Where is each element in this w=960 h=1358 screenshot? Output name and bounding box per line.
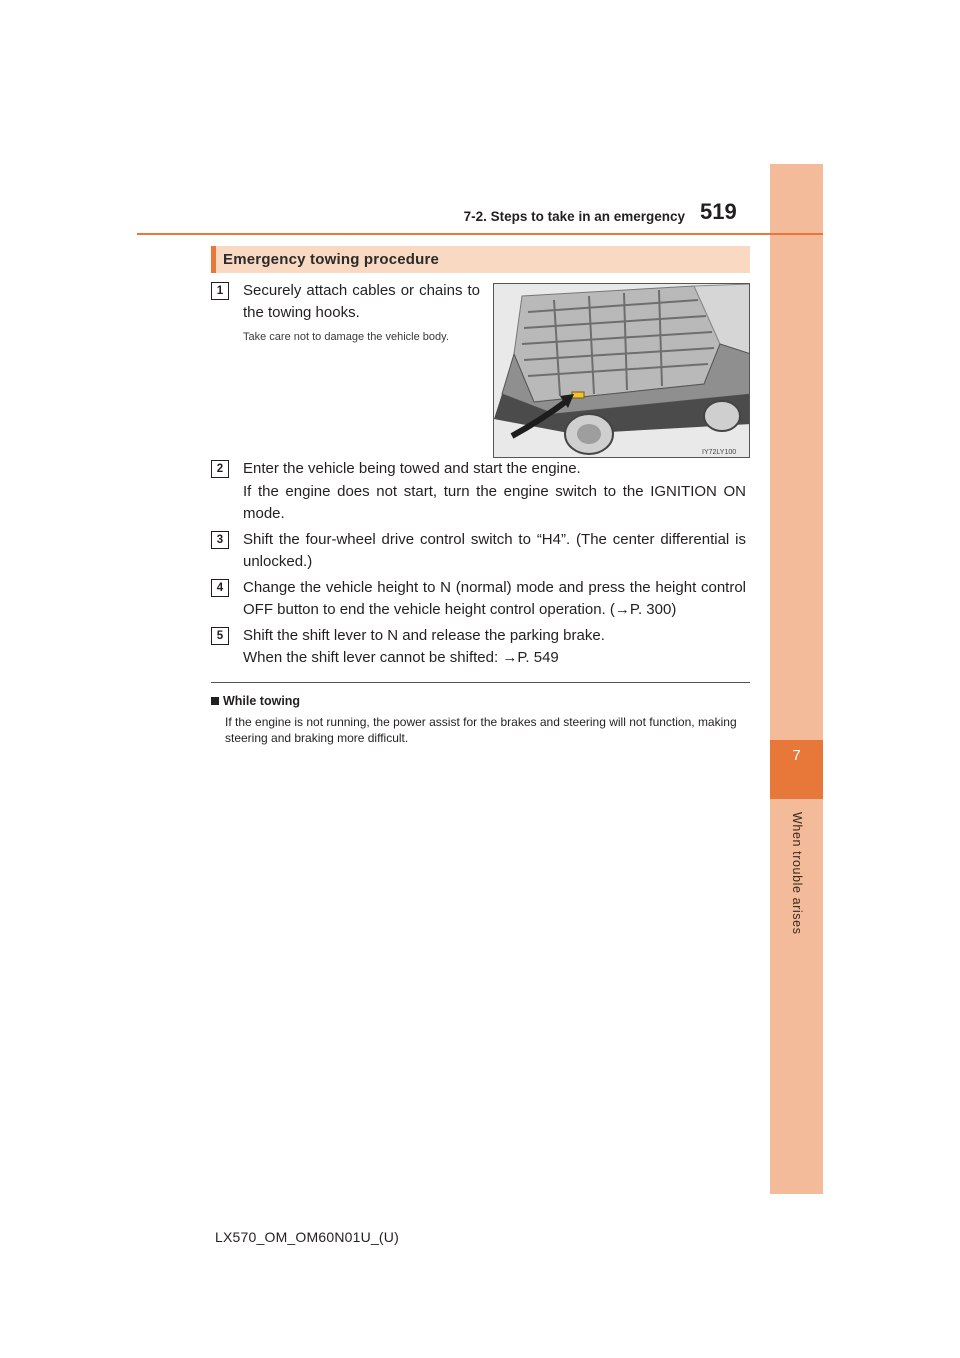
step-1-note: Take care not to damage the vehicle body. [243, 331, 449, 343]
step-2-line1: Enter the vehicle being towed and start the engine. [243, 460, 581, 477]
step-4-number: 4 [211, 579, 229, 597]
header-section-title: 7-2. Steps to take in an emergency [463, 209, 685, 224]
square-bullet-icon [211, 697, 219, 705]
step-2-line2: If the engine does not start, turn the engine switch to the IGNITION ON mode. [243, 483, 746, 522]
illustration-code: IY72LY100 [702, 449, 737, 456]
step-1-number: 1 [211, 282, 229, 300]
towing-hook-illustration [493, 283, 750, 458]
step-4-text: Change the vehicle height to N (normal) mode and press the height control OFF button to end the vehicle height control operation. (→P. 300) [243, 579, 746, 618]
chapter-side-tab [770, 164, 823, 1194]
vehicle-front-underbody-image [494, 284, 750, 458]
footer-code: LX570_OM_OM60N01U_(U) [215, 1229, 399, 1245]
header-rule [137, 233, 823, 235]
step-2-number: 2 [211, 460, 229, 478]
note-divider [211, 682, 750, 683]
chapter-title: When trouble arises [790, 812, 804, 935]
step-5-line2: When the shift lever cannot be shifted: →P. 549 [243, 649, 559, 666]
section-heading: Emergency towing procedure [223, 251, 440, 268]
note-heading: While towing [211, 694, 300, 708]
page-number: 519 [700, 199, 737, 224]
section-heading-accent [211, 246, 216, 273]
step-1-text: Securely attach cables or chains to the towing hooks. [243, 282, 480, 321]
step-5-number: 5 [211, 627, 229, 645]
step-5-line1: Shift the shift lever to N and release the parking brake. [243, 627, 605, 644]
step-3-number: 3 [211, 531, 229, 549]
chapter-number: 7 [792, 747, 801, 764]
step-3-text: Shift the four-wheel drive control switch to “H4”. (The center differential is unlocked.) [243, 531, 746, 570]
note-body: If the engine is not running, the power assist for the brakes and steering will not function, making steering and braking more difficult. [225, 715, 737, 745]
